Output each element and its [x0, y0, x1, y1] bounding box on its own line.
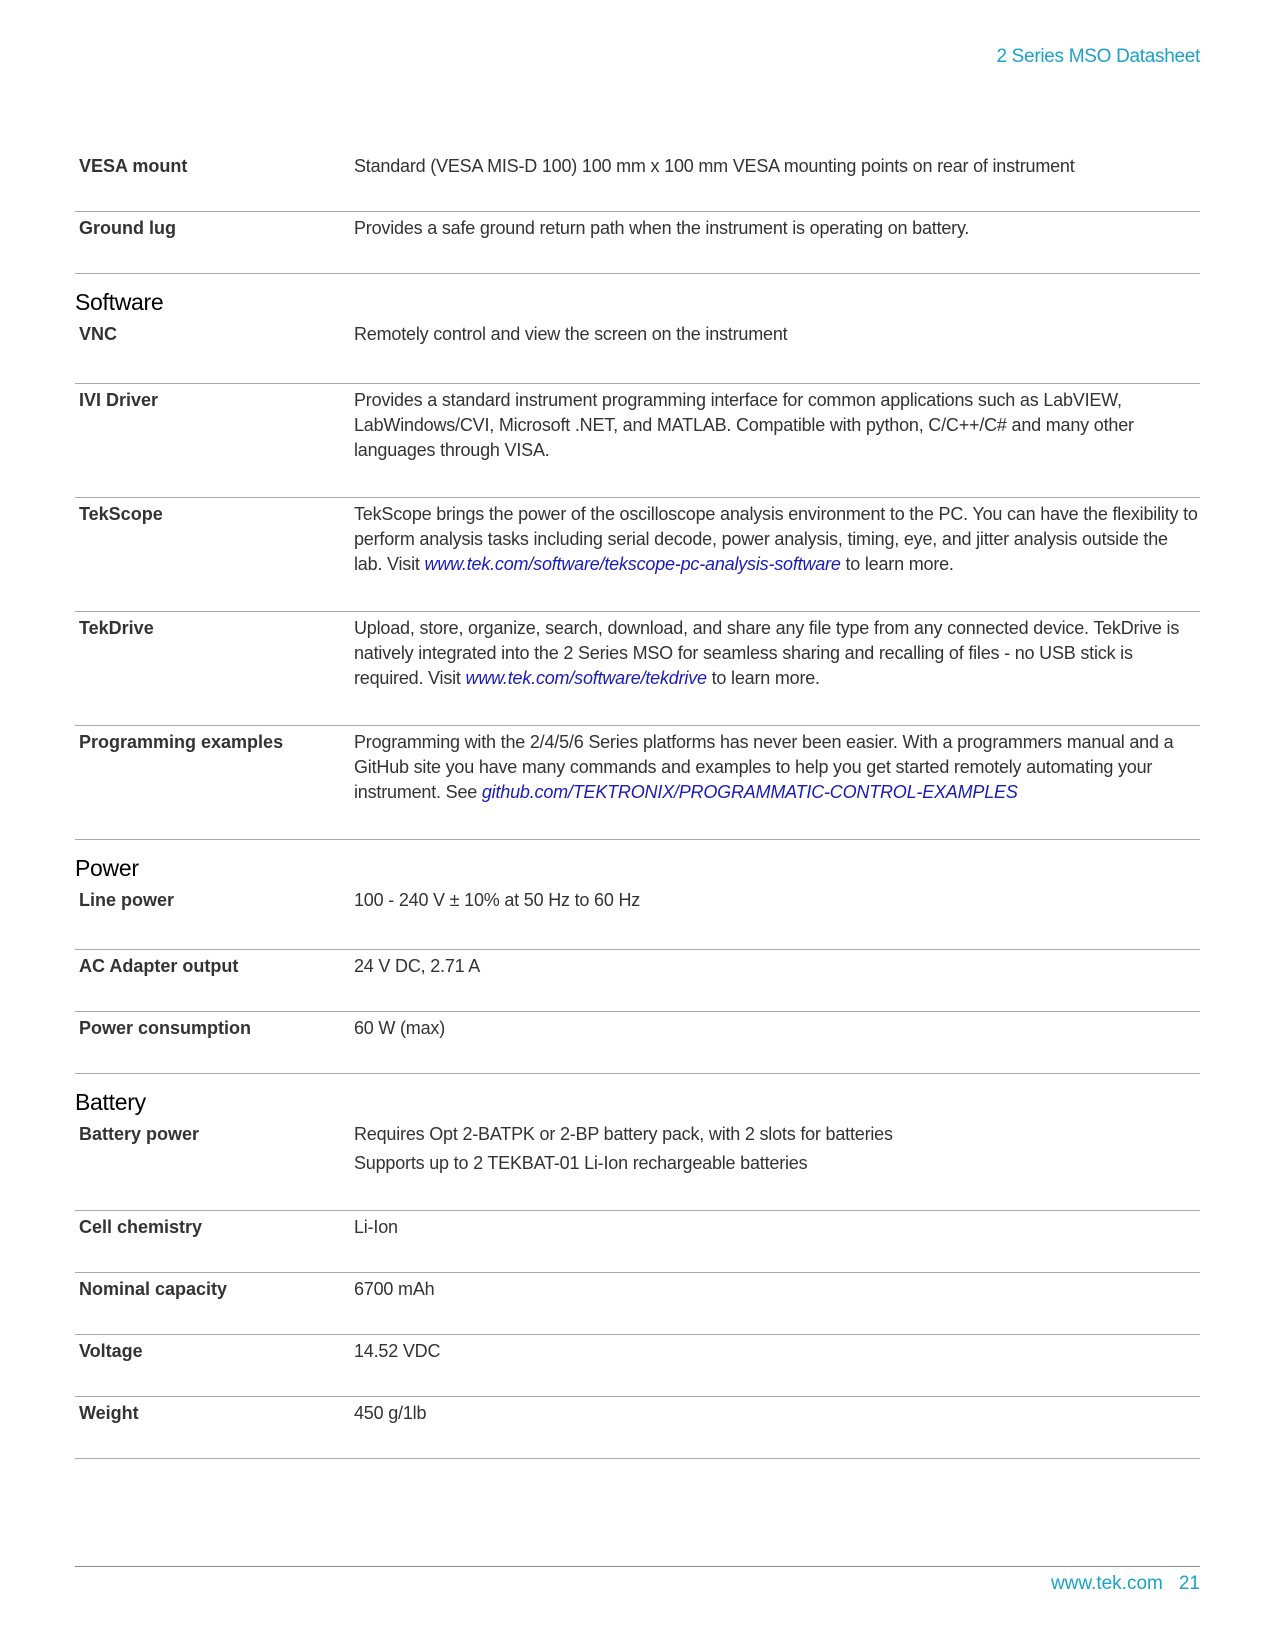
spec-label: Line power [79, 890, 175, 910]
spec-value: Standard (VESA MIS-D 100) 100 mm x 100 mm VESA mounting points on rear of instrument [354, 156, 1075, 176]
spec-row-tekscope [75, 498, 1200, 612]
value-text: to learn more. [706, 668, 820, 688]
tekscope-link[interactable]: www.tek.com/software/tekscope-pc-analysis-software [424, 554, 841, 574]
section-heading-battery: Battery [75, 1089, 146, 1115]
spec-value: 24 V DC, 2.71 A [354, 956, 481, 976]
spec-label: Cell chemistry [79, 1217, 203, 1237]
spec-label: TekScope [79, 504, 163, 524]
spec-value: 14.52 VDC [354, 1341, 441, 1361]
spec-label: Voltage [79, 1341, 143, 1361]
spec-value [354, 730, 1200, 839]
spec-label: Weight [79, 1403, 139, 1423]
value-text: to learn more. [840, 554, 954, 574]
spec-row-power-consumption [75, 1012, 1200, 1074]
spec-row-cell-chemistry [75, 1211, 1200, 1273]
spec-value: 100 - 240 V ± 10% at 50 Hz to 60 Hz [354, 890, 641, 910]
value-line: Supports up to 2 TEKBAT-01 Li-Ion rechargeable batteries [354, 1153, 808, 1173]
value-line: Requires Opt 2-BATPK or 2-BP battery pack, with 2 slots for batteries [354, 1124, 893, 1144]
tekdrive-link[interactable]: www.tek.com/software/tekdrive [465, 668, 707, 688]
spec-row-vnc [75, 322, 1200, 384]
spec-value [354, 1122, 1200, 1210]
spec-value: 450 g/1lb [354, 1403, 427, 1423]
spec-content [75, 150, 1200, 1459]
spec-value: Provides a standard instrument programming interface for common applications such as LabVIEW, LabWindows/CVI, Microsoft .NET, and MATLAB. Compatible with python, C/C++/C# and many other languages through VISA. [354, 390, 1134, 460]
spec-label: Programming examples [79, 732, 284, 752]
spec-label: AC Adapter output [79, 956, 239, 976]
spec-value [354, 616, 1200, 725]
spec-label: TekDrive [79, 618, 154, 638]
spec-row-weight [75, 1397, 1200, 1459]
spec-row-tekdrive [75, 612, 1200, 726]
spec-label: IVI Driver [79, 390, 159, 410]
spec-row-ivi-driver [75, 384, 1200, 498]
spec-row-voltage [75, 1335, 1200, 1397]
section-heading-power: Power [75, 855, 139, 881]
section-heading-software: Software [75, 289, 164, 315]
spec-row-ac-adapter [75, 950, 1200, 1012]
spec-label: VNC [79, 324, 118, 344]
spec-row-programming-examples [75, 726, 1200, 840]
spec-label: Ground lug [79, 218, 176, 238]
document-header-title: 2 Series MSO Datasheet [996, 46, 1200, 67]
spec-label: Battery power [79, 1124, 200, 1144]
footer-divider [75, 1566, 1200, 1567]
spec-value [354, 502, 1200, 611]
spec-row-vesa-mount [75, 150, 1200, 212]
spec-row-line-power [75, 888, 1200, 950]
page-number: 21 [1178, 1573, 1200, 1594]
spec-label: VESA mount [79, 156, 188, 176]
spec-row-ground-lug [75, 212, 1200, 274]
page-footer [1051, 1573, 1200, 1595]
github-link[interactable]: github.com/TEKTRONIX/PROGRAMMATIC-CONTROL-EXAMPLES [481, 782, 1018, 802]
spec-row-nominal-capacity [75, 1273, 1200, 1335]
value-text: Programming with the 2/4/5/6 Series platforms has never been easier. With a programmers manual and a GitHub site you have many commands and examples to help you get started remotely automating your instrument. See [354, 732, 1174, 802]
spec-value: 60 W (max) [354, 1018, 446, 1038]
spec-value: 6700 mAh [354, 1279, 435, 1299]
spec-value: Li-Ion [354, 1217, 398, 1237]
spec-value: Provides a safe ground return path when the instrument is operating on battery. [354, 218, 970, 238]
spec-label: Nominal capacity [79, 1279, 228, 1299]
footer-site-link[interactable]: www.tek.com [1050, 1573, 1163, 1594]
value-text: Upload, store, organize, search, download, and share any file type from any connected device. TekDrive is natively integrated into the 2 Series MSO for seamless sharing and recalling of files - no USB stick is required. Visit [354, 618, 1180, 688]
spec-label: Power consumption [79, 1018, 252, 1038]
spec-row-battery-power [75, 1122, 1200, 1211]
value-text: TekScope brings the power of the oscilloscope analysis environment to the PC. You can have the flexibility to perform analysis tasks including serial decode, power analysis, timing, eye, and jitter analysis outside the lab. Visit [354, 504, 1198, 574]
spec-value: Remotely control and view the screen on the instrument [354, 324, 788, 344]
